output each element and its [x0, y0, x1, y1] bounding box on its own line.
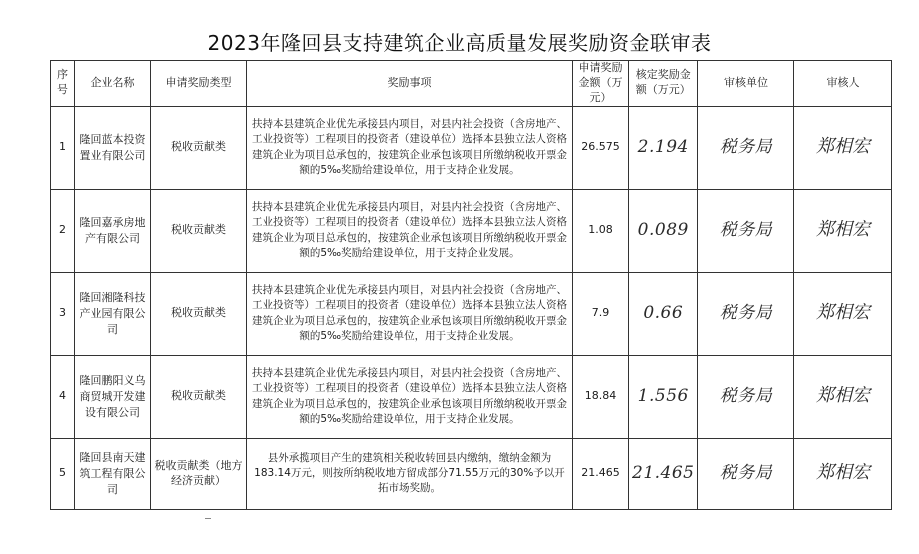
header-type: 申请奖励类型	[151, 61, 247, 107]
cell-matter: 扶持本县建筑企业优先承接县内项目，对县内社会投资（含房地产、工业投资等）工程项目的投资者（建设单位）选择本县独立法人资格建筑企业为项目总承包的，按建筑企业承包该项目所缴纳税收开票金额的5‰奖励给建设单位，用于支持企业发展。	[247, 272, 573, 355]
table-row	[51, 355, 892, 438]
header-company: 企业名称	[75, 61, 151, 107]
header-applied-amount: 申请奖励金额（万元）	[573, 61, 629, 107]
cell-approved-amount: 0.089	[629, 189, 698, 272]
header-matter: 奖励事项	[247, 61, 573, 107]
cell-review-unit: 税务局	[698, 438, 794, 509]
table-row	[51, 438, 892, 509]
header-reviewer: 审核人	[794, 61, 892, 107]
cell-matter: 扶持本县建筑企业优先承接县内项目，对县内社会投资（含房地产、工业投资等）工程项目的投资者（建设单位）选择本县独立法人资格建筑企业为项目总承包的，按建筑企业承包该项目所缴纳税收开票金额的5‰奖励给建设单位，用于支持企业发展。	[247, 106, 573, 189]
cell-reviewer-signature: 郑相宏	[794, 438, 892, 509]
cell-review-unit: 税务局	[698, 355, 794, 438]
cell-type: 税收贡献类	[151, 272, 247, 355]
table-header-row	[51, 61, 892, 107]
cell-applied-amount: 1.08	[573, 189, 629, 272]
cell-review-unit: 税务局	[698, 272, 794, 355]
cell-approved-amount: 21.465	[629, 438, 698, 509]
cell-company: 隆回嘉承房地产有限公司	[75, 189, 151, 272]
cell-company: 隆回湘隆科技产业园有限公司	[75, 272, 151, 355]
cell-type: 税收贡献类	[151, 355, 247, 438]
cell-matter: 扶持本县建筑企业优先承接县内项目，对县内社会投资（含房地产、工业投资等）工程项目的投资者（建设单位）选择本县独立法人资格建筑企业为项目总承包的，按建筑企业承包该项目所缴纳税收开票金额的5‰奖励给建设单位，用于支持企业发展。	[247, 189, 573, 272]
cell-review-unit: 税务局	[698, 106, 794, 189]
review-table	[50, 60, 892, 510]
cell-seq: 5	[51, 438, 75, 509]
cell-type: 税收贡献类	[151, 189, 247, 272]
cell-matter: 扶持本县建筑企业优先承接县内项目，对县内社会投资（含房地产、工业投资等）工程项目的投资者（建设单位）选择本县独立法人资格建筑企业为项目总承包的，按建筑企业承包该项目所缴纳税收开票金额的5‰奖励给建设单位，用于支持企业发展。	[247, 355, 573, 438]
cell-applied-amount: 7.9	[573, 272, 629, 355]
table-row	[51, 272, 892, 355]
cell-company: 隆回蓝本投资置业有限公司	[75, 106, 151, 189]
cell-seq: 3	[51, 272, 75, 355]
cell-seq: 4	[51, 355, 75, 438]
cell-reviewer-signature: 郑相宏	[794, 272, 892, 355]
cell-approved-amount: 1.556	[629, 355, 698, 438]
cell-reviewer-signature: 郑相宏	[794, 355, 892, 438]
cell-applied-amount: 21.465	[573, 438, 629, 509]
cell-reviewer-signature: 郑相宏	[794, 189, 892, 272]
cell-approved-amount: 2.194	[629, 106, 698, 189]
cell-approved-amount: 0.66	[629, 272, 698, 355]
document-title: 2023年隆回县支持建筑企业高质量发展奖励资金联审表	[207, 31, 712, 55]
header-seq: 序号	[51, 61, 75, 107]
cell-company: 隆回鹏阳义乌商贸城开发建设有限公司	[75, 355, 151, 438]
cell-reviewer-signature: 郑相宏	[794, 106, 892, 189]
cell-applied-amount: 26.575	[573, 106, 629, 189]
cell-matter: 县外承揽项目产生的建筑相关税收转回县内缴纳，缴纳金额为183.14万元，则按所纳税收地方留成部分71.55万元的30%予以开拓市场奖励。	[247, 438, 573, 509]
header-approved-amount: 核定奖励金额（万元）	[629, 61, 698, 107]
cell-type: 税收贡献类	[151, 106, 247, 189]
cell-seq: 2	[51, 189, 75, 272]
table-row	[51, 189, 892, 272]
cell-type: 税收贡献类（地方经济贡献）	[151, 438, 247, 509]
scan-mark	[205, 518, 211, 519]
cell-company: 隆回县南天建筑工程有限公司	[75, 438, 151, 509]
header-review-unit: 审核单位	[698, 61, 794, 107]
cell-review-unit: 税务局	[698, 189, 794, 272]
cell-seq: 1	[51, 106, 75, 189]
cell-applied-amount: 18.84	[573, 355, 629, 438]
table-row	[51, 106, 892, 189]
